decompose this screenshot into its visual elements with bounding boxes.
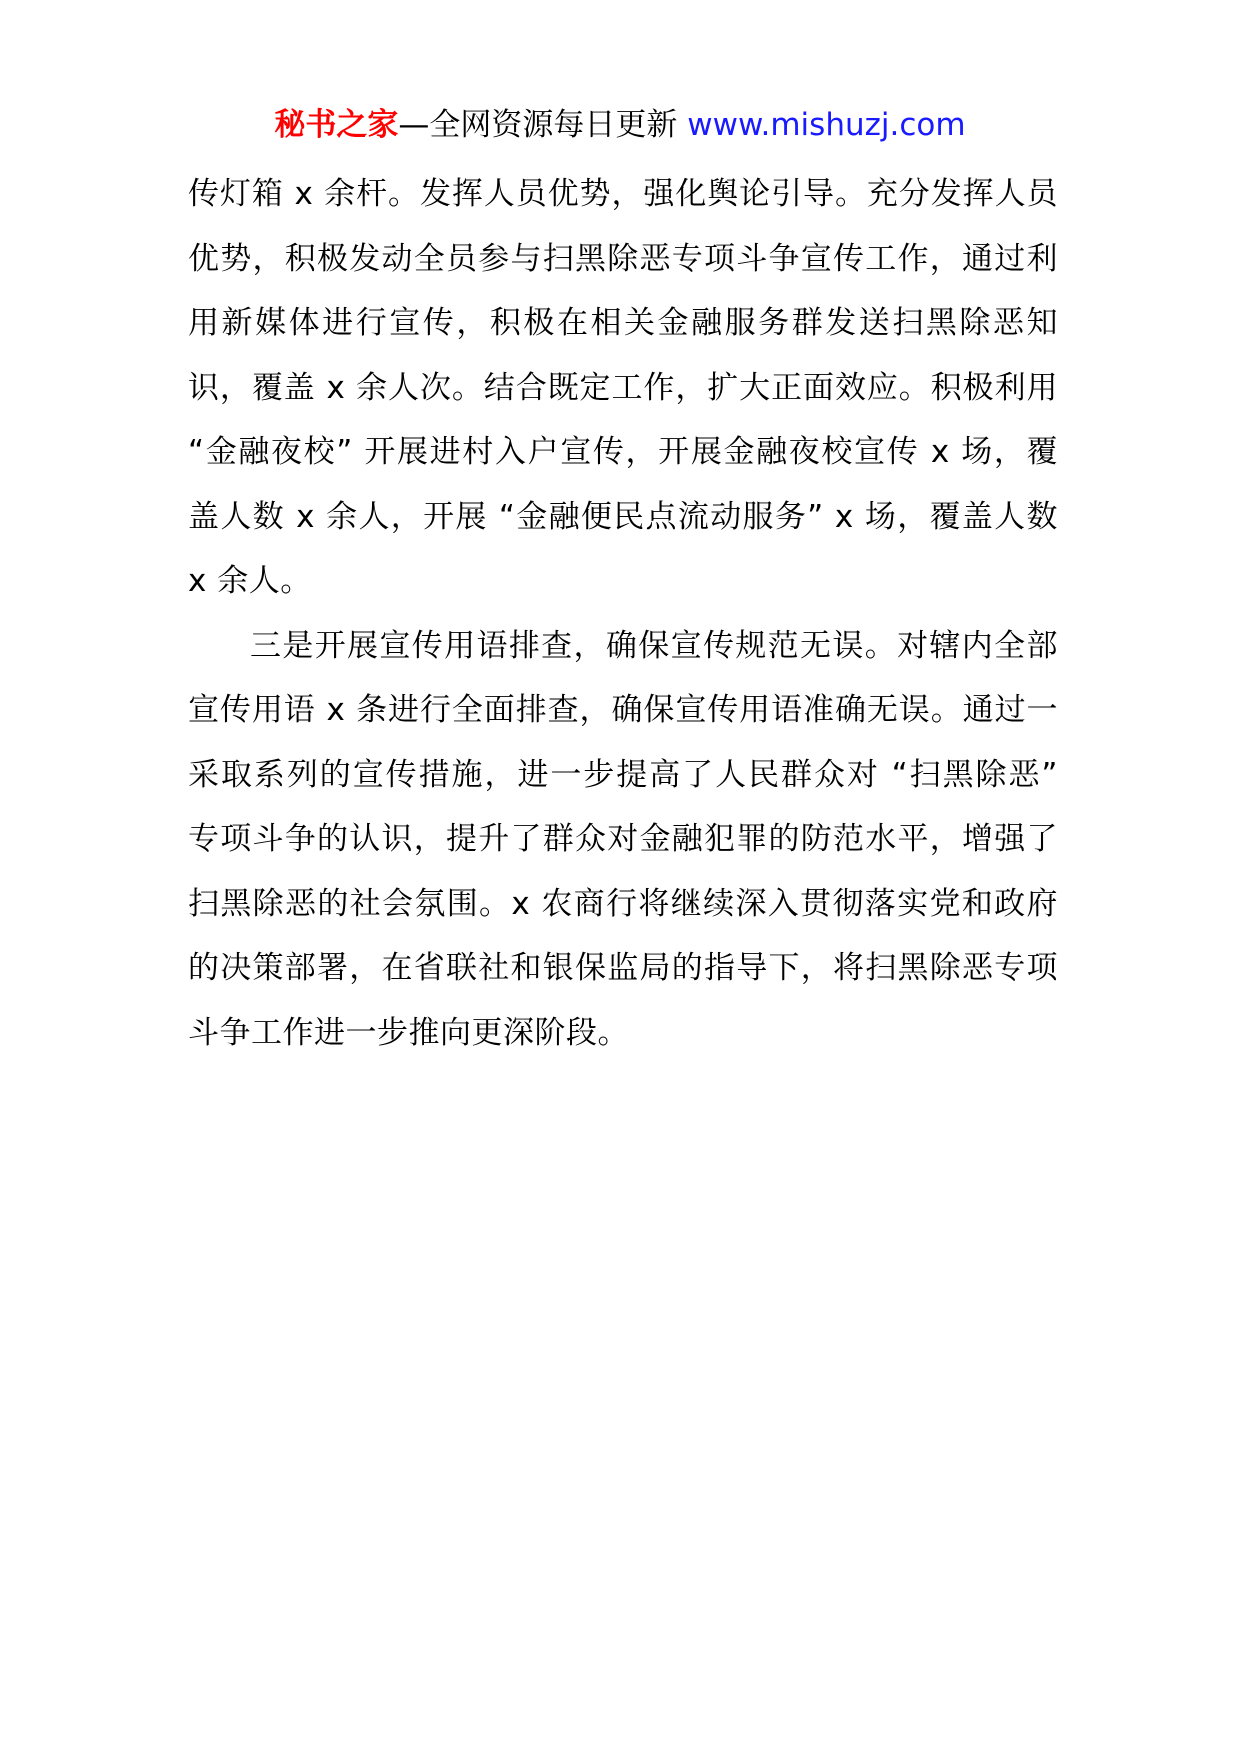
document-body [188, 162, 1058, 1065]
site-header [0, 100, 1240, 150]
site-brand: 秘书之家 [274, 107, 399, 143]
paragraph-continued: 传灯箱 x 余杆。发挥人员优势，强化舆论引导。充分发挥人员优势，积极发动全员参与扫黑除恶专项斗争宣传工作，通过利用新媒体进行宣传，积极在相关金融服务群发送扫黑除恶知识，覆盖 x 余人次。结合既定工作，扩大正面效应。积极利用 “金融夜校” 开展进村入户宣传，开展金融夜校宣传 x 场，覆盖人数 x 余人，开展 “金融便民点流动服务” x 场，覆盖人数 x 余人。 [188, 176, 1058, 599]
site-url[interactable]: www.mishuzj.com [687, 107, 966, 143]
site-tagline: —全网资源每日更新 [398, 107, 678, 143]
paragraph-section-three: 三是开展宣传用语排查，确保宣传规范无误。对辖内全部宣传用语 x 条进行全面排查，确保宣传用语准确无误。通过一采取系列的宣传措施，进一步提高了人民群众对 “扫黑除恶” 专项斗争的认识，提升了群众对金融犯罪的防范水平，增强了扫黑除恶的社会氛围。x 农商行将继续深入贯彻落实党和政府的决策部署，在省联社和银保监局的指导下，将扫黑除恶专项斗争工作进一步推向更深阶段。 [188, 627, 1058, 1051]
